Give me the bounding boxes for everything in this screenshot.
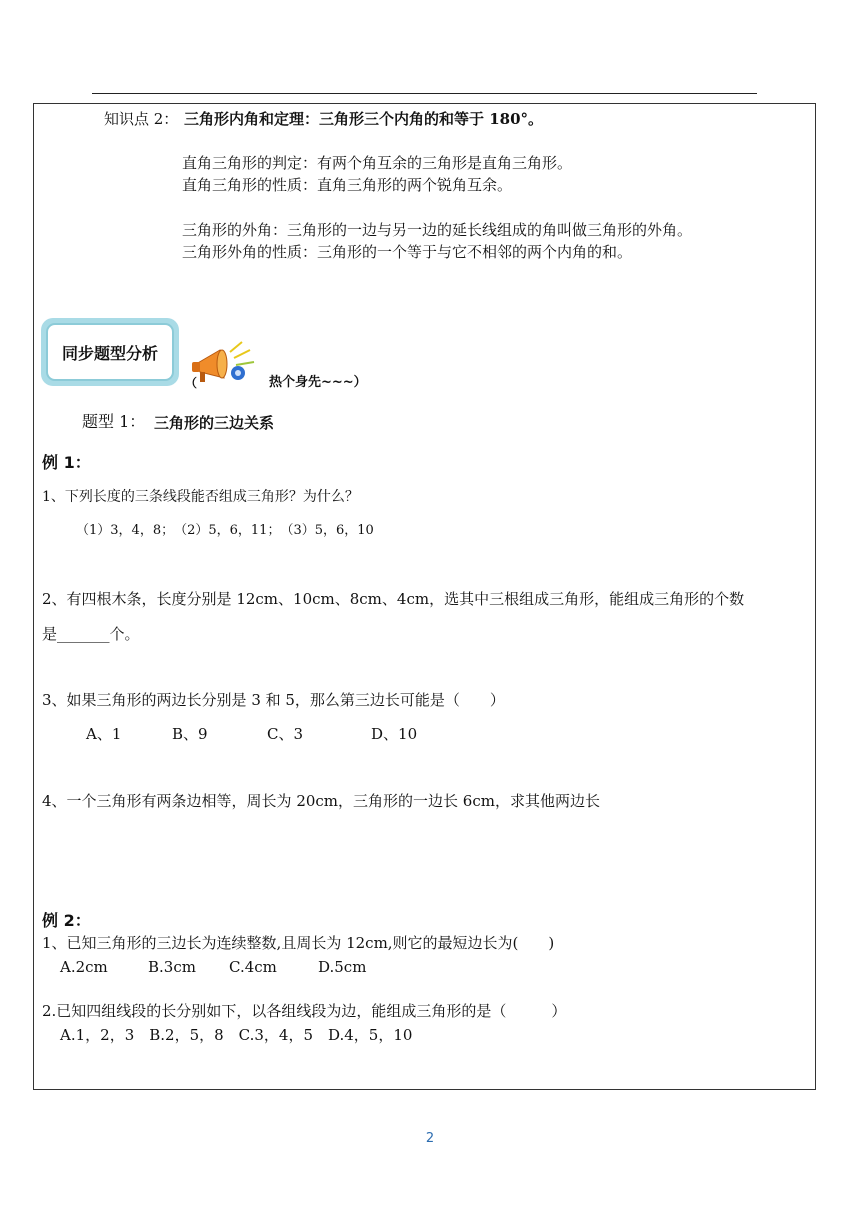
- example1-q3-option: A、1: [86, 725, 122, 743]
- example1-title: 例 1：: [42, 453, 91, 472]
- example2-q1-option: C.4cm: [229, 958, 277, 976]
- example2-q1-option: B.3cm: [148, 958, 196, 976]
- example2-title: 例 2：: [42, 911, 91, 930]
- warmup-text: 热个身先~~~）: [269, 375, 367, 390]
- section-badge-label: 同步题型分析: [46, 323, 174, 381]
- example1-q3-option: D、10: [371, 725, 418, 743]
- example1-q3: 3、如果三角形的两边长分别是 3 和 5，那么第三边长可能是（ ）: [42, 691, 505, 709]
- knowledge-label: 知识点 2：: [104, 110, 179, 128]
- page-number: 2: [425, 1131, 435, 1146]
- question-type-label: 题型 1：: [82, 412, 146, 431]
- example1-q3-option: B、9: [172, 725, 208, 743]
- example2-q1: 1、已知三角形的三边长为连续整数,且周长为 12cm,则它的最短边长为( ): [42, 934, 555, 952]
- example2-q1-option: A.2cm: [60, 958, 108, 976]
- section-badge: [41, 318, 179, 386]
- header-rule: [92, 93, 757, 94]
- knowledge-headline: 三角形内角和定理：三角形三个内角的和等于 180°。: [184, 110, 544, 128]
- example1-q2-line1: 2、有四根木条，长度分别是 12cm、10cm、8cm、4cm，选其中三根组成三角形，能组成三角形的个数: [42, 590, 745, 608]
- knowledge-line: 三角形的外角：三角形的一边与另一边的延长线组成的角叫做三角形的外角。: [182, 221, 693, 239]
- knowledge-line: 直角三角形的判定：有两个角互余的三角形是直角三角形。: [182, 154, 573, 172]
- example2-q2: 2.已知四组线段的长分别如下，以各组线段为边，能组成三角形的是（ ）: [42, 1002, 567, 1020]
- example1-q3-option: C、3: [267, 725, 304, 743]
- example1-q4: 4、一个三角形有两条边相等，周长为 20cm，三角形的一边长 6cm，求其他两边长: [42, 792, 600, 810]
- example2-q1-option: D.5cm: [318, 958, 367, 976]
- knowledge-line: 三角形外角的性质：三角形的一个等于与它不相邻的两个内角的和。: [182, 243, 633, 261]
- example1-q2-line2: 是_______个。: [42, 625, 140, 643]
- example1-q1-options: （1）3，4，8； （2）5，6，11； （3）5，6，10: [76, 523, 374, 538]
- example2-q2-options: A.1，2，3 B.2，5，8 C.3，4，5 D.4，5，10: [60, 1026, 413, 1044]
- megaphone-icon: [190, 340, 260, 390]
- example1-q1: 1、下列长度的三条线段能否组成三角形？为什么？: [42, 489, 359, 505]
- knowledge-line: 直角三角形的性质：直角三角形的两个锐角互余。: [182, 176, 513, 194]
- megaphone-icon-rays: [230, 342, 254, 365]
- question-type-title: 三角形的三边关系: [154, 414, 275, 432]
- warmup-open-paren: （: [185, 376, 198, 390]
